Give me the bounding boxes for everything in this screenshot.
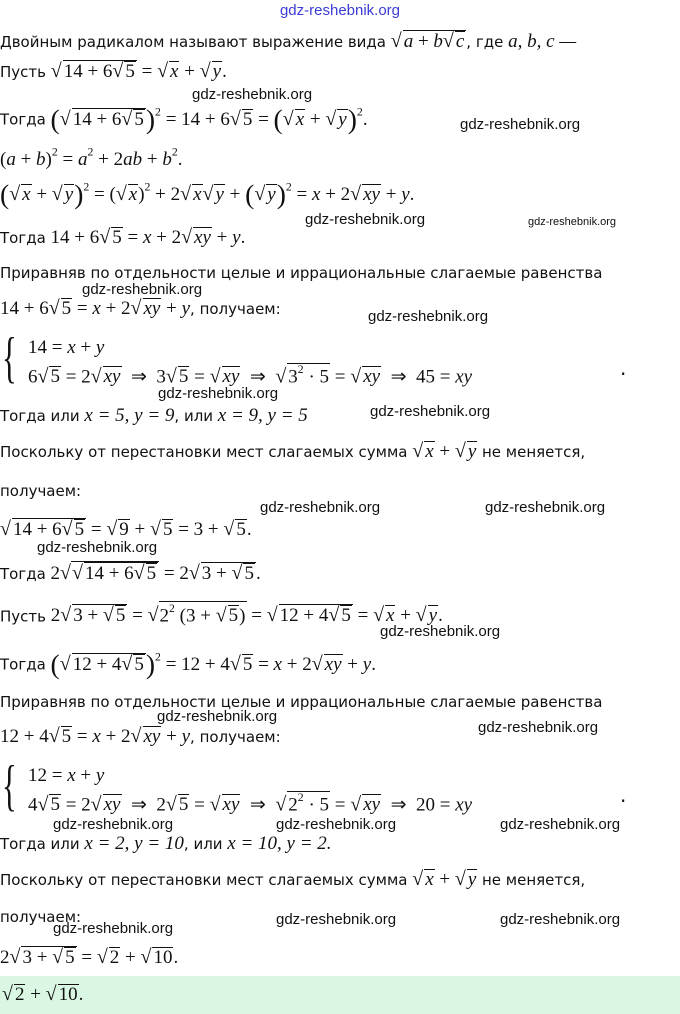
equating-formula: 14 + 6√ 5 = x + 2√ xy + y <box>0 297 191 319</box>
watermark: gdz-reshebnik.org <box>276 911 397 928</box>
let-line-2 <box>0 601 443 627</box>
system-brace-1: { <box>2 327 17 389</box>
watermark: gdz-reshebnik.org <box>82 281 203 298</box>
then-or-text: Тогда или <box>0 407 80 425</box>
answer-box <box>0 976 680 1014</box>
sum-formula-2: √ x + √ y <box>412 868 477 890</box>
equating-text: Приравняв по отдельности целые и иррациональные слагаемые равенства <box>0 264 603 282</box>
or-text: , или <box>174 407 214 425</box>
not-change-text: не меняется, <box>482 443 586 461</box>
definition-line <box>0 30 576 53</box>
watermark: gdz-reshebnik.org <box>53 816 174 833</box>
watermark: gdz-reshebnik.org <box>485 499 606 516</box>
watermark: gdz-reshebnik.org <box>528 216 617 228</box>
then-line-3 <box>0 561 261 585</box>
since-line-2 <box>0 868 585 891</box>
then-text: Тогда <box>0 655 46 674</box>
solution2-line <box>0 833 332 855</box>
equating-formula-2: 12 + 4√ 5 = x + 2√ xy + y <box>0 725 191 747</box>
then-line-2 <box>0 226 245 249</box>
double-radical-formula: √ a + b√ c <box>390 30 465 52</box>
watermark: gdz-reshebnik.org <box>192 86 313 103</box>
result1-line <box>0 518 252 541</box>
result1-formula: √ 14 + 6√ 5 = √ 9 + √ 5 = 3 + √ 5. <box>0 518 252 540</box>
watermark: gdz-reshebnik.org <box>370 403 491 420</box>
final-line <box>0 946 178 969</box>
then-or-text: Тогда или <box>0 835 80 853</box>
obtain2-text: получаем: <box>0 908 82 926</box>
system2-eq1: 12 = x + y <box>28 765 105 786</box>
solution1a: x = 5, y = 9 <box>84 405 175 426</box>
squared-formula: (√ 14 + 6√ 5)$^2$ = 14 + 6√ 5 = (√ x + √ y)$^2$. <box>50 103 368 134</box>
binomial-line <box>0 146 182 171</box>
period-mark: . <box>620 356 627 380</box>
watermark: gdz-reshebnik.org <box>380 623 501 640</box>
since-text: Поскольку от перестановки мест слагаемых сумма <box>0 443 408 461</box>
sum-formula: √ x + √ y <box>412 440 477 462</box>
definition-text: Двойным радикалом называют выражение вида <box>0 33 386 51</box>
watermark: gdz-reshebnik.org <box>478 719 599 736</box>
then-text: Тогда <box>0 565 46 583</box>
equating-formula-line-1 <box>0 297 281 320</box>
then-line-1 <box>0 103 368 135</box>
watermark: gdz-reshebnik.org <box>460 116 581 133</box>
solution1b: x = 9, y = 5 <box>217 405 308 426</box>
site-header[interactable]: gdz-reshebnik.org <box>279 2 401 19</box>
watermark: gdz-reshebnik.org <box>305 211 426 228</box>
equating-text: Приравняв по отдельности целые и иррациональные слагаемые равенства <box>0 693 603 711</box>
watermark: gdz-reshebnik.org <box>500 816 621 833</box>
let-text: Пусть <box>0 607 46 626</box>
where-text: , где <box>466 33 504 51</box>
since-line-1 <box>0 440 585 463</box>
watermark: gdz-reshebnik.org <box>53 920 174 937</box>
result3-formula: 2√ 3 + √ $5 = √2^2$ (3 + √ 5) = √ 12 + 4√ 5 = √ x + √ y. <box>50 602 443 627</box>
obtain-line-1 <box>0 480 81 502</box>
since-text: Поскольку от перестановки мест слагаемых сумма <box>0 871 408 889</box>
final-formula: 2√ 3 + √ 5 = √ 2 + √ 10. <box>0 946 179 968</box>
solution2b: x = 10, y = 2. <box>227 833 332 854</box>
solution1-line <box>0 405 308 427</box>
obtain-text: , получаем: <box>190 728 281 746</box>
watermark: gdz-reshebnik.org <box>37 539 158 556</box>
watermark: gdz-reshebnik.org <box>260 499 381 516</box>
let-line <box>0 60 227 83</box>
then-text: Тогда <box>0 110 46 129</box>
equating-formula-line-2 <box>0 725 281 748</box>
period-mark: . <box>620 783 627 807</box>
system1-eq1: 14 = x + y <box>28 337 105 358</box>
watermark: gdz-reshebnik.org <box>157 708 278 725</box>
or-text: , или <box>183 835 223 853</box>
system1-eq2: 6√ 5 = 2√ xy ⇒ 3√ 5 = √ xy ⇒ √ $3^2 \cdot 5$ = √ xy ⇒ 45 = xy <box>28 363 473 388</box>
system2-eq2: 4√ 5 = 2√ xy ⇒ 2√ 5 = √ xy ⇒ √ $2^2 \cdot 5$ = √ xy ⇒ 20 = xy <box>28 791 473 816</box>
not-change-text: не меняется, <box>482 871 586 889</box>
watermark: gdz-reshebnik.org <box>276 816 397 833</box>
watermark: gdz-reshebnik.org <box>500 911 621 928</box>
obtain2-text: получаем: <box>0 482 82 500</box>
expansion-formula: (√ x + √ y)$^2$ = (√ x)$^2$ + 2√ x√ y + (√ y)$^2$ = x + 2√ xy + y. <box>0 178 415 209</box>
then-text: Тогда <box>0 229 46 247</box>
equality-formula: 14 + 6√ 5 = x + 2√ xy + y. <box>50 226 246 248</box>
let-formula: √ 14 + 6√ 5 = √ x + √ y. <box>50 60 227 82</box>
answer-formula: √ 2 + √ 10. <box>2 983 84 1005</box>
then-line-4 <box>0 648 376 680</box>
solution2a: x = 2, y = 10 <box>84 833 184 854</box>
watermark: gdz-reshebnik.org <box>158 385 279 402</box>
let-text: Пусть <box>0 63 46 81</box>
obtain-text: , получаем: <box>190 300 281 318</box>
result2-formula: 2√√ 14 + 6√ 5 = 2√ 3 + √ 5 . <box>50 562 261 584</box>
result4-formula: (√ 12 + 4√ 5)$^2$ = 12 + 4√ 5 = x + 2√ xy + y. <box>50 648 376 679</box>
binomial-formula: $(a + b)^2 = a^2 + 2ab + b^2$. <box>0 146 183 171</box>
watermark: gdz-reshebnik.org <box>368 308 489 325</box>
answer-line <box>2 983 83 1006</box>
variables-text: a, b, c — <box>508 31 577 52</box>
expansion-line <box>0 178 414 210</box>
system-brace-2: { <box>2 755 17 817</box>
equating-line-2 <box>0 691 602 713</box>
